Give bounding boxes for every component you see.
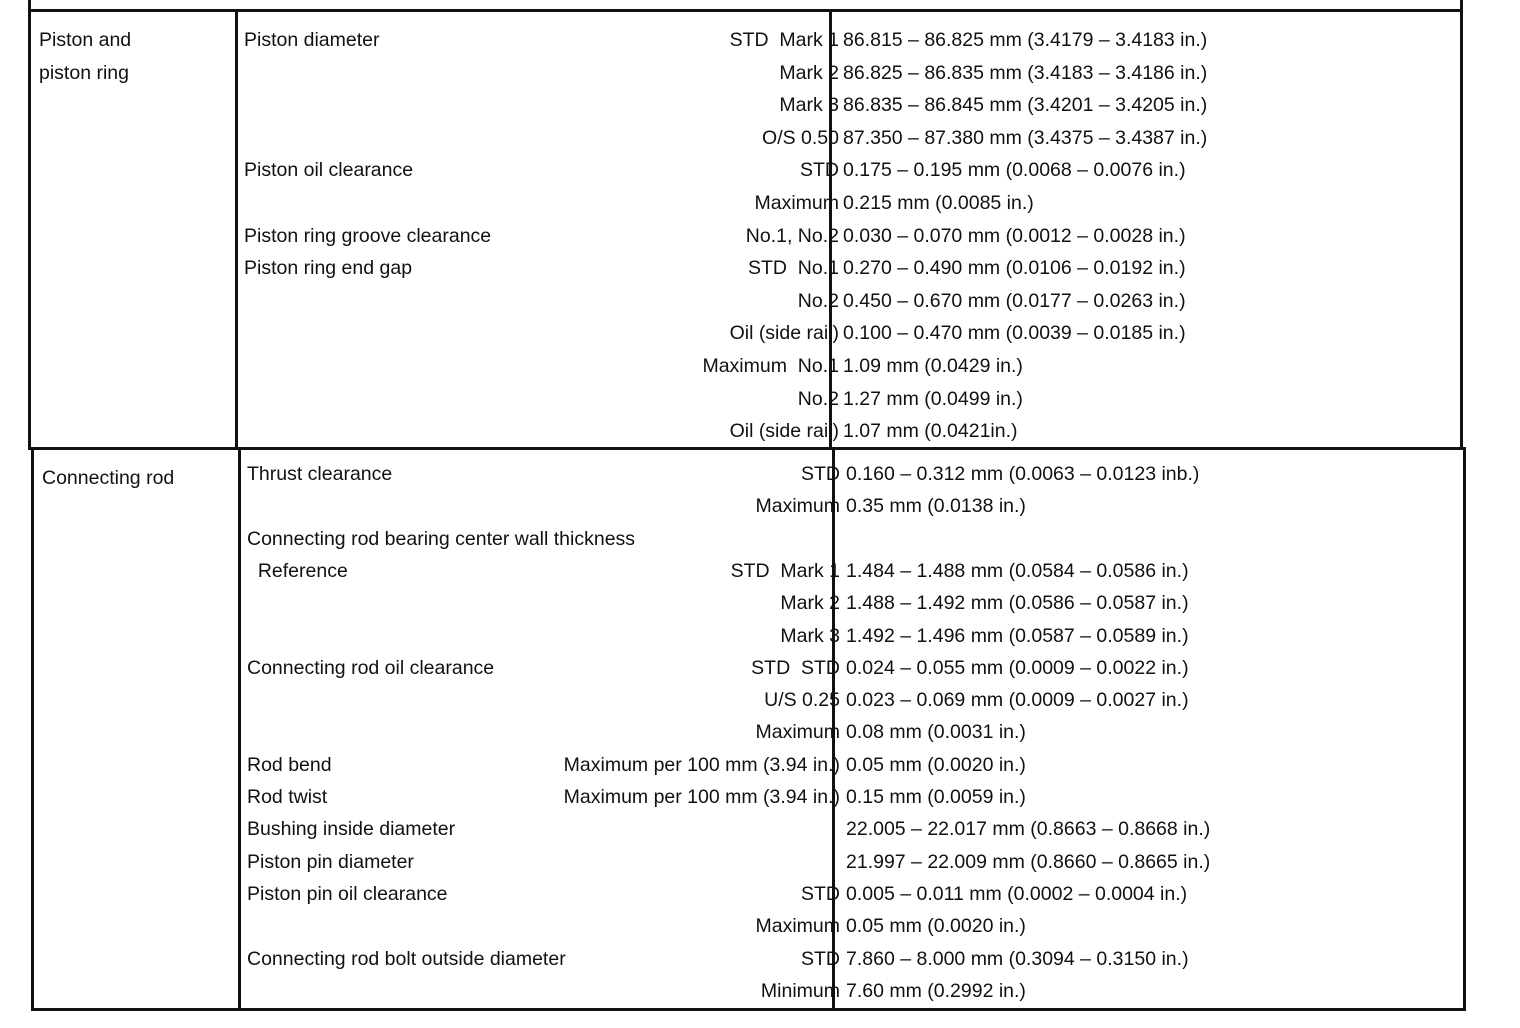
spec-condition: STD No.1 [747, 257, 839, 280]
table-row [34, 910, 1464, 942]
spec-item: Piston pin diameter [247, 850, 414, 873]
spec-condition: Maximum per 100 mm (3.94 in.) [563, 753, 840, 776]
spec-value: 0.030 – 0.070 mm (0.0012 – 0.0028 in.) [843, 224, 1186, 247]
spec-section-piston [28, 9, 1463, 450]
table-row [31, 317, 1461, 349]
spec-value: 7.860 – 8.000 mm (0.3094 – 0.3150 in.) [846, 947, 1189, 970]
spec-condition: No.2 [797, 289, 839, 312]
spec-condition: Mark 2 [779, 61, 839, 84]
spec-item: Rod twist [247, 786, 328, 808]
spec-item: Thrust clearance [247, 463, 393, 485]
table-row [34, 943, 1464, 975]
table-row [31, 285, 1461, 317]
spec-value: 87.350 – 87.380 mm (3.4375 – 3.4387 in.) [843, 126, 1208, 149]
table-row [34, 749, 1464, 781]
spec-value: 0.08 mm (0.0031 in.) [846, 721, 1026, 744]
spec-condition: Maximum [755, 915, 840, 938]
spec-item: Piston diameter [244, 29, 380, 51]
category-label: Piston and piston ring [39, 29, 132, 84]
table-row [34, 684, 1464, 716]
table-row [31, 415, 1461, 447]
spec-condition: Mark 2 [780, 592, 840, 615]
spec-condition: U/S 0.25 [764, 689, 840, 712]
table-row [31, 383, 1461, 415]
table-row [34, 587, 1464, 619]
spec-value: 1.492 – 1.496 mm (0.0587 – 0.0589 in.) [846, 624, 1189, 647]
spec-item: Piston oil clearance [244, 159, 414, 182]
spec-value: 21.997 – 22.009 mm (0.8660 – 0.8665 in.) [846, 850, 1211, 873]
table-row [31, 89, 1461, 121]
table-row [34, 813, 1464, 845]
spec-condition: Oil (side rail) [729, 322, 839, 345]
table-row [31, 57, 1461, 89]
table-row [34, 523, 1464, 555]
spec-item: Rod bend [247, 753, 332, 776]
spec-condition: STD Mark 1 [729, 29, 839, 51]
spec-value: 86.835 – 86.845 mm (3.4201 – 3.4205 in.) [843, 94, 1208, 117]
spec-section-connecting-rod [31, 447, 1466, 1011]
spec-value: 7.60 mm (0.2992 in.) [846, 979, 1026, 1002]
spec-value: 0.005 – 0.011 mm (0.0002 – 0.0004 in.) [846, 882, 1188, 905]
spec-value: 0.024 – 0.055 mm (0.0009 – 0.0022 in.) [846, 656, 1189, 679]
table-row [31, 220, 1461, 252]
spec-condition: Maximum [755, 495, 840, 518]
spec-value: 0.215 mm (0.0085 in.) [843, 192, 1034, 214]
table-row [34, 716, 1464, 748]
spec-value: 0.100 – 0.470 mm (0.0039 – 0.0185 in.) [843, 322, 1186, 345]
spec-item: Piston ring groove clearance [244, 224, 492, 247]
spec-condition: No.2 [797, 387, 839, 410]
spec-condition: No.1, No.2 [745, 224, 839, 247]
spec-item: Bushing inside diameter [247, 818, 456, 841]
spec-condition: Mark 3 [780, 624, 840, 647]
spec-value: 0.450 – 0.670 mm (0.0177 – 0.0263 in.) [843, 289, 1186, 312]
spec-condition: STD [800, 159, 839, 182]
spec-value: 0.05 mm (0.0020 in.) [846, 915, 1026, 938]
table-row [34, 620, 1464, 652]
spec-item: Connecting rod bolt outside diameter [247, 947, 566, 970]
spec-value: 0.160 – 0.312 mm (0.0063 – 0.0123 inb.) [846, 463, 1200, 485]
spec-value: 1.488 – 1.492 mm (0.0586 – 0.0587 in.) [846, 592, 1189, 615]
spec-value: 0.023 – 0.069 mm (0.0009 – 0.0027 in.) [846, 689, 1189, 712]
table-row [31, 187, 1461, 219]
spec-item: Piston ring end gap [244, 257, 413, 280]
spec-condition: Maximum [755, 721, 840, 744]
spec-item: Piston pin oil clearance [247, 882, 448, 905]
spec-value: 86.815 – 86.825 mm (3.4179 – 3.4183 in.) [843, 29, 1208, 51]
table-row [31, 24, 1461, 56]
spec-value: 22.005 – 22.017 mm (0.8663 – 0.8668 in.) [846, 818, 1211, 841]
spec-value: 86.825 – 86.835 mm (3.4183 – 3.4186 in.) [843, 61, 1208, 84]
spec-value: 0.35 mm (0.0138 in.) [846, 495, 1026, 518]
spec-value: 1.07 mm (0.0421in.) [843, 420, 1018, 443]
spec-condition: Oil (side rail) [729, 420, 839, 443]
spec-value: 0.15 mm (0.0059 in.) [846, 786, 1026, 808]
spec-value: 1.09 mm (0.0429 in.) [843, 355, 1023, 377]
spec-condition: O/S 0.50 [762, 126, 839, 149]
table-row [34, 458, 1464, 490]
spec-value: 0.175 – 0.195 mm (0.0068 – 0.0076 in.) [843, 159, 1186, 182]
spec-condition: STD [801, 882, 840, 905]
spec-condition: STD [801, 463, 840, 485]
spec-condition: STD STD [751, 656, 840, 679]
category-label: Connecting rod [42, 467, 175, 489]
spec-condition: Mark 3 [779, 94, 839, 117]
spec-condition: Maximum [754, 192, 839, 214]
table-row [34, 555, 1464, 587]
table-row [34, 975, 1464, 1007]
spec-condition: STD Mark 1 [730, 559, 840, 582]
spec-condition: Minimum [760, 979, 840, 1002]
spec-item: Reference [247, 559, 348, 582]
table-row [31, 252, 1461, 284]
table-row [31, 122, 1461, 154]
table-row [34, 490, 1464, 522]
table-row [31, 350, 1461, 382]
table-row [34, 846, 1464, 878]
spec-condition: Maximum No.1 [702, 355, 839, 377]
spec-value: 1.484 – 1.488 mm (0.0584 – 0.0586 in.) [846, 559, 1189, 582]
table-row [34, 652, 1464, 684]
spec-value: 0.270 – 0.490 mm (0.0106 – 0.0192 in.) [843, 257, 1186, 280]
spec-condition: Maximum per 100 mm (3.94 in.) [563, 786, 840, 808]
table-row [31, 154, 1461, 186]
table-row [34, 878, 1464, 910]
table-row [34, 781, 1464, 813]
spec-condition: STD [801, 947, 840, 970]
spec-item: Connecting rod bearing center wall thickness [247, 527, 636, 550]
spec-value: 0.05 mm (0.0020 in.) [846, 753, 1026, 776]
spec-item: Connecting rod oil clearance [247, 656, 495, 679]
spec-value: 1.27 mm (0.0499 in.) [843, 387, 1023, 410]
